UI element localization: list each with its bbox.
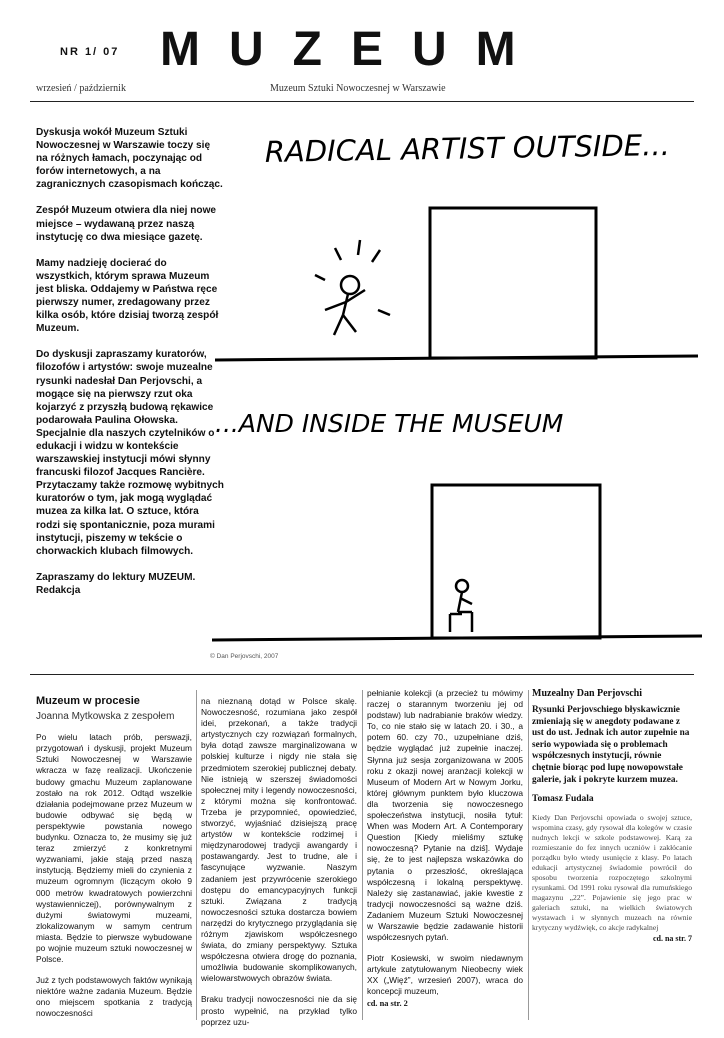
drawing-credit: © Dan Perjovschi, 2007 (210, 653, 279, 660)
article-paragraph: Po wielu latach prób, perswazji, przygotowań i dyskusji, projekt Muzeum Sztuki Nowoczesnej w Warszawie wkracza w fazę realizacji. Ukończenie budowy gmachu Muzeum zaplanowane zostało na rok 2012. Odtąd wszelkie działania podejmowane przez Muzeum w budowie odbywać się będą w perspektywie powstania nowego budynku. Oznacza to, że musimy się już teraz zmierzyć z konkretnymi wyzwaniami, jakie stają przed naszą instytucją. Będziemy mieli do czynienia z muzeum ogromnym (liczącym około 9 000 metrów kwadratowych powierzchni wystawienniczej), porównywalnym z dużymi światowymi muzeami, zlokalizowanym w samym centrum miasta. Będzie to pierwsze wybudowane po wojnie muzeum sztuki nowoczesnej w Polsce. (36, 732, 192, 965)
intro-paragraph: Do dyskusji zapraszamy kuratorów, filozofów i artystów: swoje muzealne rysunki nadesłał Dan Perjovschi, a mogące się na pierwszy rzut oka kojarzyć z przyszłą budową rękawice podarowała Paulina Ołowska. Specjalnie dla naszych czytelników o edukacji i widzu w kontekście warszawskiej instytucji mówi słynny francuski filozof Jacques Rancière. Przytaczamy także rozmowę wybitnych kuratorów o tym, jak mogą wyglądać muzea za kilka lat. O sztuce, która rodzi się spontanicznie, poza murami instytucji, piszemy w tekście o chorwackich klubach filmowych. (36, 349, 224, 557)
continued-link[interactable]: cd. na str. 2 (367, 998, 408, 1008)
article-column-1 (36, 696, 192, 1030)
intro-text (36, 126, 224, 610)
article-paragraph: pełnianie kolekcji (a przecież tu mówimy raczej o starannym tworzeniu jej od podstaw) lub nadrabianie braków wiedzy. To, co nie stało się w latach 20. i 30., a potem 60. czy 70., uzupełniane dziś, będzie wyglądać już zupełnie inaczej. Słynna już sesja zorganizowana w 2005 roku z okazji nowej aranżacji kolekcji w Museum of Modern Art w Nowym Jorku, której głównym punktem było kluczowa dla tworzenia się nowoczesnego społeczeństwa instytucji, nosiła tytuł: When was Modern Art. A Contemporary Question [Kiedy mieliśmy sztukę nowoczesną? Pytanie na dziś]. Wydaje się, że to jest najlepsza wskazówka do pytania o przeszłość, określająca współczesną i lokalną perspektywę. Należy się zastanawiać, jakie kwestie z tradycji nowoczesności są ważne dziś. Zadaniem Muzeum Sztuki Nowoczesnej w Warszawie będzie zadawanie historii współczesnych pytań. (367, 688, 523, 943)
intro-paragraph: Zapraszamy do lektury MUZEUM. (36, 571, 196, 583)
article-paragraph: na nieznaną dotąd w Polsce skalę. Nowoczesność, rozumiana jako zespół idei, przekonań, a także tradycji artystycznych czy rozwiązań formalnych, była dotąd zawsze marginalizowana w polskiej kulturze i nigdy nie stała się przedmiotem szerokiej publicznej debaty. Nie istnieją w szerszej świadomości społecznej mity i legendy nowoczesności, z którymi można się konfrontować. Trzeba je przypomnieć, opowiedzieć, stworzyć, wyjaśniać dzisiejszą pracę artystów w kontekście rodzimej i międzynarodowej tradycji awangardy i postawangardy. Jest to trudne, ale i fascynujące wyzwanie. Naszym zadaniem jest przywrócenie szerokiego dostępu do emancypacyjnych funkcji sztuki. Związana z tradycją nowoczesności sztuka dostarcza bowiem narzędzi do krytycznego przyglądania się różnym zjawiskom współczesnego świata, do zmiany perspektywy. Sztuka współczesna otwiera drogę do poznania, umożliwia budowanie skomplikowanych, wielowarstwowych obrazów świata. (201, 696, 357, 984)
drawing-caption-top: RADICAL ARTIST OUTSIDE... (264, 127, 671, 169)
issue-date: wrzesień / październik (36, 83, 126, 94)
article-paragraph: Braku tradycji nowoczesności nie da się prosto wypełnić, na przykład tylko poprzez uzu- (201, 994, 357, 1027)
masthead-title: MUZEUM (160, 23, 545, 76)
column-divider (362, 690, 363, 1020)
article-column-3 (367, 688, 523, 1009)
intro-paragraph: Dyskusja wokół Muzeum Sztuki Nowoczesnej w Warszawie toczy się na różnych łamach, poczynając od forów internetowych, a na zagranicznych czasopismach kończąc. (36, 127, 223, 191)
header-rule (30, 101, 694, 102)
issue-number: NR 1/ 07 (60, 46, 120, 58)
article-author: Joanna Mytkowska z zespołem (36, 711, 175, 723)
article-paragraph: Już z tych podstawowych faktów wynikają niektóre ważne zadania Muzeum. Będzie ono miejscem spotkania z tradycją nowoczesności (36, 975, 192, 1019)
column-divider (196, 690, 197, 1020)
perjovschi-drawing (210, 110, 704, 650)
intro-signature: Redakcja (36, 584, 81, 596)
intro-paragraph: Zespół Muzeum otwiera dla niej nowe miejsce – wydawaną przez naszą instytucję co dwa miesiące gazetę. (36, 205, 217, 243)
drawing-caption-bottom: ...AND INSIDE THE MUSEUM (215, 409, 564, 438)
intro-paragraph: Mamy nadzieję docierać do wszystkich, którym sprawa Muzeum jest bliska. Oddajemy w Państwa ręce pierwszy numer, zredagowany przez kilka osób, które dzisiaj tworzą zespół Muzeum. (36, 257, 219, 335)
side-article-body: Kiedy Dan Perjovschi opowiada o swojej sztuce, wspomina czasy, gdy rysował dla kolegów w czasie nudnych lekcji w szkole podstawowej. Karą za rozmieszanie do fez innych uczniów i zakłócanie porządku było wtedy usunięcie z klasy. Po latach edukacji artystycznej świadomie powrócił do sposobu tworzenia rozpoczętego szkolnymi rysunkami. Od 1991 roku rysował dla rumuńskiego magazynu „22”. Pojawienie się jego prac w galeriach sztuki, na wielkich światowych wystawach i w słynnych muzeach na równie krytyczny wydźwięk, co akcje radykalnej (532, 813, 692, 933)
article-title: Muzeum w procesie (36, 695, 140, 707)
article-paragraph: Piotr Kosiewski, w swoim niedawnym artykule zatytułowanym Nieobecny wiek XX („Więź”, wrzesień 2007), wraca do koncepcji muzeum, (367, 953, 523, 997)
section-rule (30, 674, 694, 675)
column-divider (528, 690, 529, 1020)
continued-link[interactable]: cd. na str. 7 (652, 934, 692, 944)
museum-name: Muzeum Sztuki Nowoczesnej w Warszawie (270, 83, 446, 94)
article-column-2 (201, 696, 357, 1038)
side-article-author: Tomasz Fudala (532, 794, 594, 805)
side-article (532, 688, 692, 944)
side-article-title: Muzealny Dan Perjovschi (532, 688, 642, 699)
side-article-lead: Rysunki Perjovschiego błyskawicznie zmieniają się w anegdoty podawane z ust do ust. Jednak ich autor zupełnie na serio wypowiada się o problemach współczesnych instytucji, równie chętnie biorąc pod lupę nowopowstałe galerie, jak i pokryte kurzem muzea. (532, 705, 690, 785)
